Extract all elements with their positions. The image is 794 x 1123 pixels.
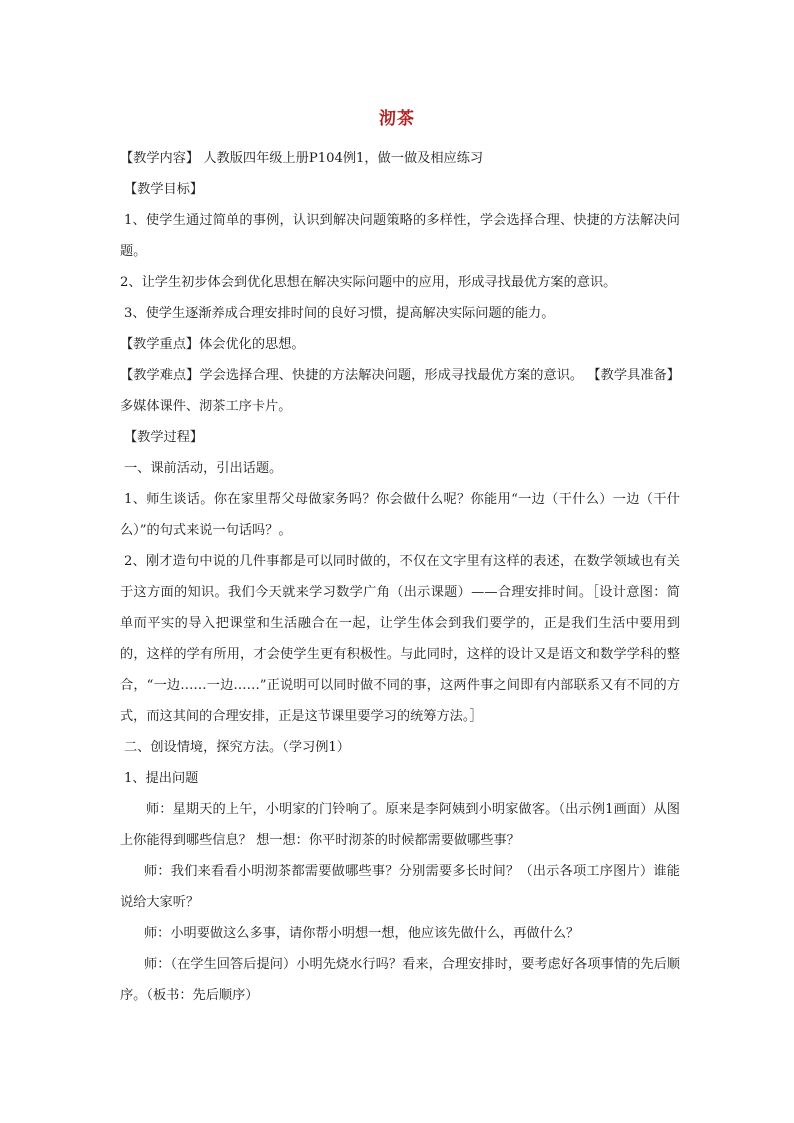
process-paragraph: 1、师生谈话。你在家里帮父母做家务吗？你会做什么呢？你能用“一边（干什么）一边（干什么）”的句式来说一句话吗？。 [120, 492, 680, 538]
section-heading-process: 【教学过程】 [124, 430, 204, 445]
section-heading-goals: 【教学目标】 [124, 182, 204, 197]
document-title: 沏茶 [379, 109, 415, 129]
process-heading-2: 二、创设情境，探究方法。（学习例1） [124, 740, 350, 755]
dialogue-paragraph: 师：我们来看看小明沏茶都需要做哪些事？分别需要多长时间？（出示各项工序图片）谁能说给大家听？ [120, 864, 680, 910]
section-difficulty: 【教学难点】学会选择合理、快捷的方法解决问题，形成寻找最优方案的意识。 【教学具准备】多媒体课件、沏茶工序卡片。 [120, 368, 680, 414]
section-teaching-content: 【教学内容】 人教版四年级上册P104例1，做一做及相应练习 [120, 151, 484, 166]
dialogue-paragraph: 师：小明要做这么多事，请你帮小明想一想，他应该先做什么，再做什么？ [144, 926, 580, 941]
dialogue-paragraph: 师：（在学生回答后提问）小明先烧水行吗？看来，合理安排时，要考虑好各项事情的先后顺序。（板书：先后顺序） [120, 957, 680, 1003]
dialogue-paragraph: 师：星期天的上午，小明家的门铃响了。原来是李阿姨到小明家做客。（出示例1画面）从图上你能得到哪些信息？ 想一想：你平时沏茶的时候都需要做哪些事？ [120, 802, 680, 848]
document-body [120, 143, 680, 1011]
goal-item: 2、让学生初步体会到优化思想在解决实际问题中的应用，形成寻找最优方案的意识。 [120, 275, 617, 290]
section-key-point: 【教学重点】体会优化的思想。 [120, 337, 305, 352]
process-subheading: 1、提出问题 [124, 771, 199, 786]
process-heading-1: 一、课前活动，引出话题。 [124, 461, 283, 476]
goal-item: 1、使学生通过简单的事例，认识到解决问题策略的多样性，学会选择合理、快捷的方法解决问题。 [120, 213, 680, 259]
goal-item: 3、使学生逐渐养成合理安排时间的良好习惯，提高解决实际问题的能力。 [124, 306, 555, 321]
process-paragraph: 2、刚才造句中说的几件事都是可以同时做的，不仅在文字里有这样的表述，在数学领域也有关于这方面的知识。我们今天就来学习数学广角（出示课题）——合理安排时间。［设计意图：简单而平实的导入把课堂和生活融合在一起，让学生体会到我们要学的，正是我们生活中要用到的，这样的学有所用，才会使学生更有积极性。与此同时，这样的设计又是语文和数学学科的整合，“一边……一边……”正说明可以同时做不同的事，这两件事之间即有内部联系又有不同的方式，而这其间的合理安排，正是这节课里要学习的统筹方法。］ [120, 554, 680, 724]
